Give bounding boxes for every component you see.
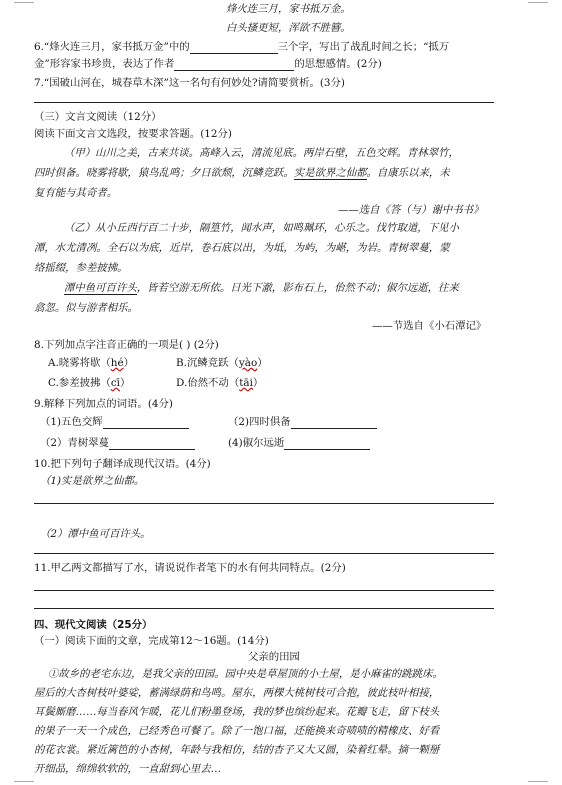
passage-yi-line: 潭，水尤清冽。全石以为底，近岸，卷石底以出，为坻，为屿，为嵁，为岩。青树翠蔓，蒙 bbox=[34, 242, 450, 254]
q9-item-1: （1)五色交辉 bbox=[40, 415, 189, 429]
section-3-title: （三）文言文阅读（12分） bbox=[34, 111, 162, 123]
page-corner-mark bbox=[14, 781, 34, 782]
passage-jia-source: ——选自《答（与）谢中书书》 bbox=[338, 204, 484, 216]
passage-jia-line: 四时俱备。晓雾将歇，猿鸟乱鸣；夕日欲颓，沉鳞竞跃。实是欲界之仙都。自康乐以来，未 bbox=[34, 167, 450, 179]
question-8: 8.下列加点字注音正确的一项是( ) (2分) bbox=[34, 339, 219, 351]
section-4-sub: （一）阅读下面的文章，完成第12～16题。(14分) bbox=[34, 635, 269, 647]
q9-item-3: （2）青树翠蔓 bbox=[40, 436, 195, 450]
answer-blank[interactable] bbox=[190, 42, 278, 54]
answer-blank[interactable] bbox=[109, 438, 195, 450]
question-10: 10.把下列句子翻译成现代汉语。(4分) bbox=[34, 458, 211, 470]
answer-line[interactable] bbox=[34, 608, 494, 609]
q8-option-d[interactable]: D.佁然不动（tāi） bbox=[176, 377, 264, 389]
q8-option-a[interactable]: A.晓雾将歇（hé） bbox=[48, 357, 134, 369]
poem-line-2: 白头搔更短，浑欲不胜簪。 bbox=[226, 22, 351, 34]
answer-line[interactable] bbox=[34, 102, 494, 103]
question-11: 11.甲乙两文都描写了水，请说说作者笔下的水有何共同特点。(2分) bbox=[34, 562, 346, 574]
poem-line-1: 烽火连三月，家书抵万金。 bbox=[226, 3, 351, 15]
article-line: 的果子一天一个成色，已经秀色可餐了。除了一饱口福，还能换来奇啧啧的精橡皮、好看 bbox=[34, 725, 440, 737]
article-title: 父亲的田园 bbox=[248, 651, 300, 663]
article-line: 耳鬓厮磨……每当春风乍暖，花儿们粉墨登场，我的梦也缤纷起来。花瓣飞走，留下枝头 bbox=[34, 706, 440, 718]
page-corner-mark bbox=[528, 2, 548, 3]
section-3-intro: 阅读下面文言文选段，按要求答题。(12分) bbox=[34, 128, 232, 140]
q8-option-c[interactable]: C.参差披拂（cī） bbox=[48, 377, 131, 389]
q10-item-1: （1)实是欲界之仙都。 bbox=[40, 475, 145, 487]
question-7: 7.“国破山河在，城春草木深”这一名句有何妙处?请简要赏析。(3分) bbox=[34, 77, 345, 89]
passage-yi-line: 络摇缀，参差披拂。 bbox=[34, 262, 128, 274]
answer-blank[interactable] bbox=[291, 417, 377, 429]
passage-yi-source: ——节选自《小石潭记》 bbox=[372, 320, 487, 332]
page-corner-mark bbox=[14, 2, 34, 3]
answer-line[interactable] bbox=[34, 553, 494, 554]
article-line: 屋后的大杏树枝叶婆娑，蓄满绿荫和鸟鸣。屋东，两棵大桃树枝可合抱，彼此枝叶相接， bbox=[34, 687, 440, 699]
answer-line[interactable] bbox=[34, 590, 494, 591]
passage-jia-line: 复有能与其奇者。 bbox=[34, 187, 118, 199]
question-6-cont: 金”形容家书珍贵，表达了作者 的思想感情。(2分) bbox=[34, 58, 382, 70]
q9-item-2: （2)四时俱备 bbox=[228, 415, 377, 429]
answer-blank[interactable] bbox=[284, 438, 370, 450]
page-corner-mark bbox=[528, 781, 548, 782]
answer-blank[interactable] bbox=[174, 59, 294, 71]
question-6: 6.“烽火连三月，家书抵万金”中的 三个字，写出了战乱时间之长；“抵万 bbox=[34, 41, 450, 53]
q8-option-b[interactable]: B.沉鳞竞跃（yào） bbox=[176, 357, 268, 369]
article-line: 的花衣裳。紧近篱笆的小杏树，年龄与我相仿，结的杏子又大又圆，染着红晕。摘一颗掰 bbox=[34, 744, 440, 756]
passage-yi-line: 潭中鱼可百许头，皆若空游无所依。日光下澈，影布石上，佁然不动；俶尔远逝，往来 bbox=[64, 282, 459, 294]
article-line: ①故乡的老宅东边，是我父亲的田园。园中央是草屋顶的小土屋，是小麻雀的跳跳床。 bbox=[48, 668, 443, 680]
answer-blank[interactable] bbox=[103, 417, 189, 429]
passage-yi-line: （乙）从小丘西行百二十步，隔篁竹，闻水声，如鸣珮环，心乐之。伐竹取道，下见小 bbox=[64, 222, 459, 234]
q10-item-2: （2）潭中鱼可百许头。 bbox=[40, 528, 151, 540]
article-line: 开细品，绵绵软软的，一直甜到心里去… bbox=[34, 763, 222, 775]
passage-jia-line: （甲）山川之美，古来共谈。高峰入云，清流见底。两岸石壁，五色交辉。青林翠竹， bbox=[64, 147, 459, 159]
passage-yi-line: 翕忽。似与游者相乐。 bbox=[34, 302, 138, 314]
question-9: 9.解释下列加点的词语。(4分) bbox=[34, 398, 173, 410]
section-4-title: 四、现代文阅读（25分） bbox=[34, 619, 153, 631]
answer-line[interactable] bbox=[34, 503, 494, 504]
q9-item-4: (4)俶尔远逝 bbox=[228, 436, 370, 450]
